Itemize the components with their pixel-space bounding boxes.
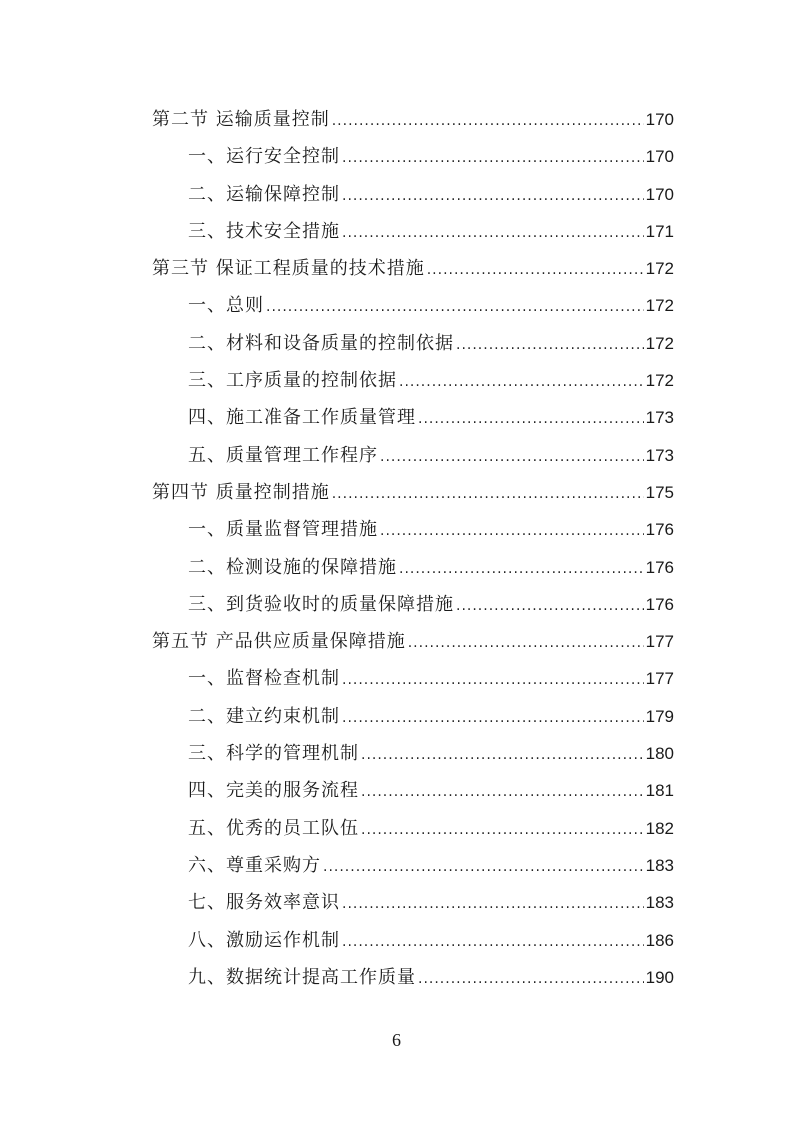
toc-dot-leader: [456, 588, 644, 625]
toc-dot-leader: [342, 886, 644, 923]
toc-entry[interactable]: [152, 735, 674, 772]
toc-entry-title: 五、质量管理工作程序: [188, 444, 378, 466]
toc-entry-title: 一、总则: [188, 295, 264, 317]
toc-entry-page: 183: [645, 855, 674, 875]
toc-dot-leader: [361, 812, 644, 849]
toc-entry-page: 186: [645, 930, 674, 950]
toc-entry[interactable]: [152, 325, 674, 362]
toc-dot-leader: [408, 625, 644, 662]
toc-entry-title: 二、建立约束机制: [188, 705, 340, 727]
toc-entry-title: 二、材料和设备质量的控制依据: [188, 332, 454, 354]
toc-dot-leader: [361, 737, 644, 774]
toc-entry-page: 176: [645, 520, 674, 540]
toc-entry[interactable]: [152, 101, 674, 138]
toc-entry[interactable]: [152, 772, 674, 809]
toc-dot-leader: [332, 103, 644, 140]
toc-entry-page: 180: [645, 744, 674, 764]
toc-entry-title: 第四节 质量控制措施: [152, 481, 330, 503]
toc-entry[interactable]: [152, 922, 674, 959]
toc-entry-title: 五、优秀的员工队伍: [188, 817, 359, 839]
toc-entry-page: 177: [645, 669, 674, 689]
toc-entry-page: 170: [645, 184, 674, 204]
toc-dot-leader: [418, 401, 644, 438]
toc-dot-leader: [456, 327, 644, 364]
toc-entry-title: 八、激励运作机制: [188, 929, 340, 951]
toc-dot-leader: [342, 140, 644, 177]
toc-dot-leader: [361, 774, 644, 811]
toc-dot-leader: [380, 439, 644, 476]
toc-entry[interactable]: [152, 176, 674, 213]
toc-entry[interactable]: [152, 810, 674, 847]
toc-entry-title: 二、运输保障控制: [188, 183, 340, 205]
toc-entry[interactable]: [152, 511, 674, 548]
toc-entry-title: 七、服务效率意识: [188, 892, 340, 914]
toc-entry-title: 四、施工准备工作质量管理: [188, 407, 416, 429]
toc-dot-leader: [342, 700, 644, 737]
toc-entry[interactable]: [152, 362, 674, 399]
toc-entry[interactable]: [152, 623, 674, 660]
toc-dot-leader: [399, 551, 644, 588]
toc-entry-title: 三、科学的管理机制: [188, 743, 359, 765]
toc-dot-leader: [342, 178, 644, 215]
toc-entry-title: 九、数据统计提高工作质量: [188, 966, 416, 988]
toc-entry-title: 第三节 保证工程质量的技术措施: [152, 258, 425, 280]
toc-dot-leader: [342, 662, 644, 699]
toc-entry[interactable]: [152, 847, 674, 884]
toc-dot-leader: [418, 961, 644, 998]
toc-entry[interactable]: [152, 698, 674, 735]
toc-entry[interactable]: [152, 586, 674, 623]
toc-entry-page: 172: [645, 371, 674, 391]
toc-dot-leader: [427, 252, 644, 289]
toc-dot-leader: [342, 924, 644, 961]
page-number: 6: [392, 1030, 401, 1050]
toc-entry-title: 一、运行安全控制: [188, 146, 340, 168]
table-of-contents: [152, 101, 674, 996]
toc-entry-page: 172: [645, 259, 674, 279]
toc-dot-leader: [266, 289, 644, 326]
toc-entry-page: 182: [645, 818, 674, 838]
toc-entry[interactable]: [152, 474, 674, 511]
toc-entry-page: 172: [645, 333, 674, 353]
toc-entry[interactable]: [152, 549, 674, 586]
toc-dot-leader: [380, 513, 644, 550]
toc-entry-page: 173: [645, 408, 674, 428]
toc-entry-title: 三、工序质量的控制依据: [188, 370, 397, 392]
toc-dot-leader: [332, 476, 644, 513]
toc-entry-page: 190: [645, 967, 674, 987]
toc-entry-title: 第二节 运输质量控制: [152, 109, 330, 130]
toc-entry[interactable]: [152, 213, 674, 250]
toc-entry-page: 176: [645, 594, 674, 614]
toc-entry[interactable]: [152, 399, 674, 436]
toc-entry[interactable]: [152, 660, 674, 697]
toc-dot-leader: [323, 849, 644, 886]
toc-entry-page: 183: [645, 893, 674, 913]
toc-entry-page: 173: [645, 445, 674, 465]
toc-entry-title: 第五节 产品供应质量保障措施: [152, 631, 406, 653]
toc-entry-title: 一、质量监督管理措施: [188, 519, 378, 541]
toc-entry-title: 六、尊重采购方: [188, 854, 321, 876]
toc-entry-page: 171: [645, 221, 674, 241]
toc-dot-leader: [399, 364, 644, 401]
toc-entry-page: 181: [645, 781, 674, 801]
toc-entry-title: 四、完美的服务流程: [188, 780, 359, 802]
toc-entry-title: 一、监督检查机制: [188, 668, 340, 690]
toc-entry[interactable]: [152, 138, 674, 175]
toc-dot-leader: [342, 215, 644, 252]
toc-entry-page: 179: [645, 706, 674, 726]
toc-entry-title: 二、检测设施的保障措施: [188, 556, 397, 578]
toc-entry-page: 175: [645, 482, 674, 502]
toc-entry[interactable]: [152, 437, 674, 474]
toc-entry[interactable]: [152, 250, 674, 287]
toc-entry-page: 172: [645, 296, 674, 316]
toc-entry-page: 176: [645, 557, 674, 577]
toc-entry[interactable]: [152, 884, 674, 921]
toc-entry-page: 170: [645, 110, 674, 129]
toc-entry-page: 170: [645, 147, 674, 167]
toc-entry-page: 177: [645, 632, 674, 652]
toc-entry-title: 三、到货验收时的质量保障措施: [188, 593, 454, 615]
toc-entry[interactable]: [152, 287, 674, 324]
toc-entry-title: 三、技术安全措施: [188, 220, 340, 242]
toc-entry[interactable]: [152, 959, 674, 996]
